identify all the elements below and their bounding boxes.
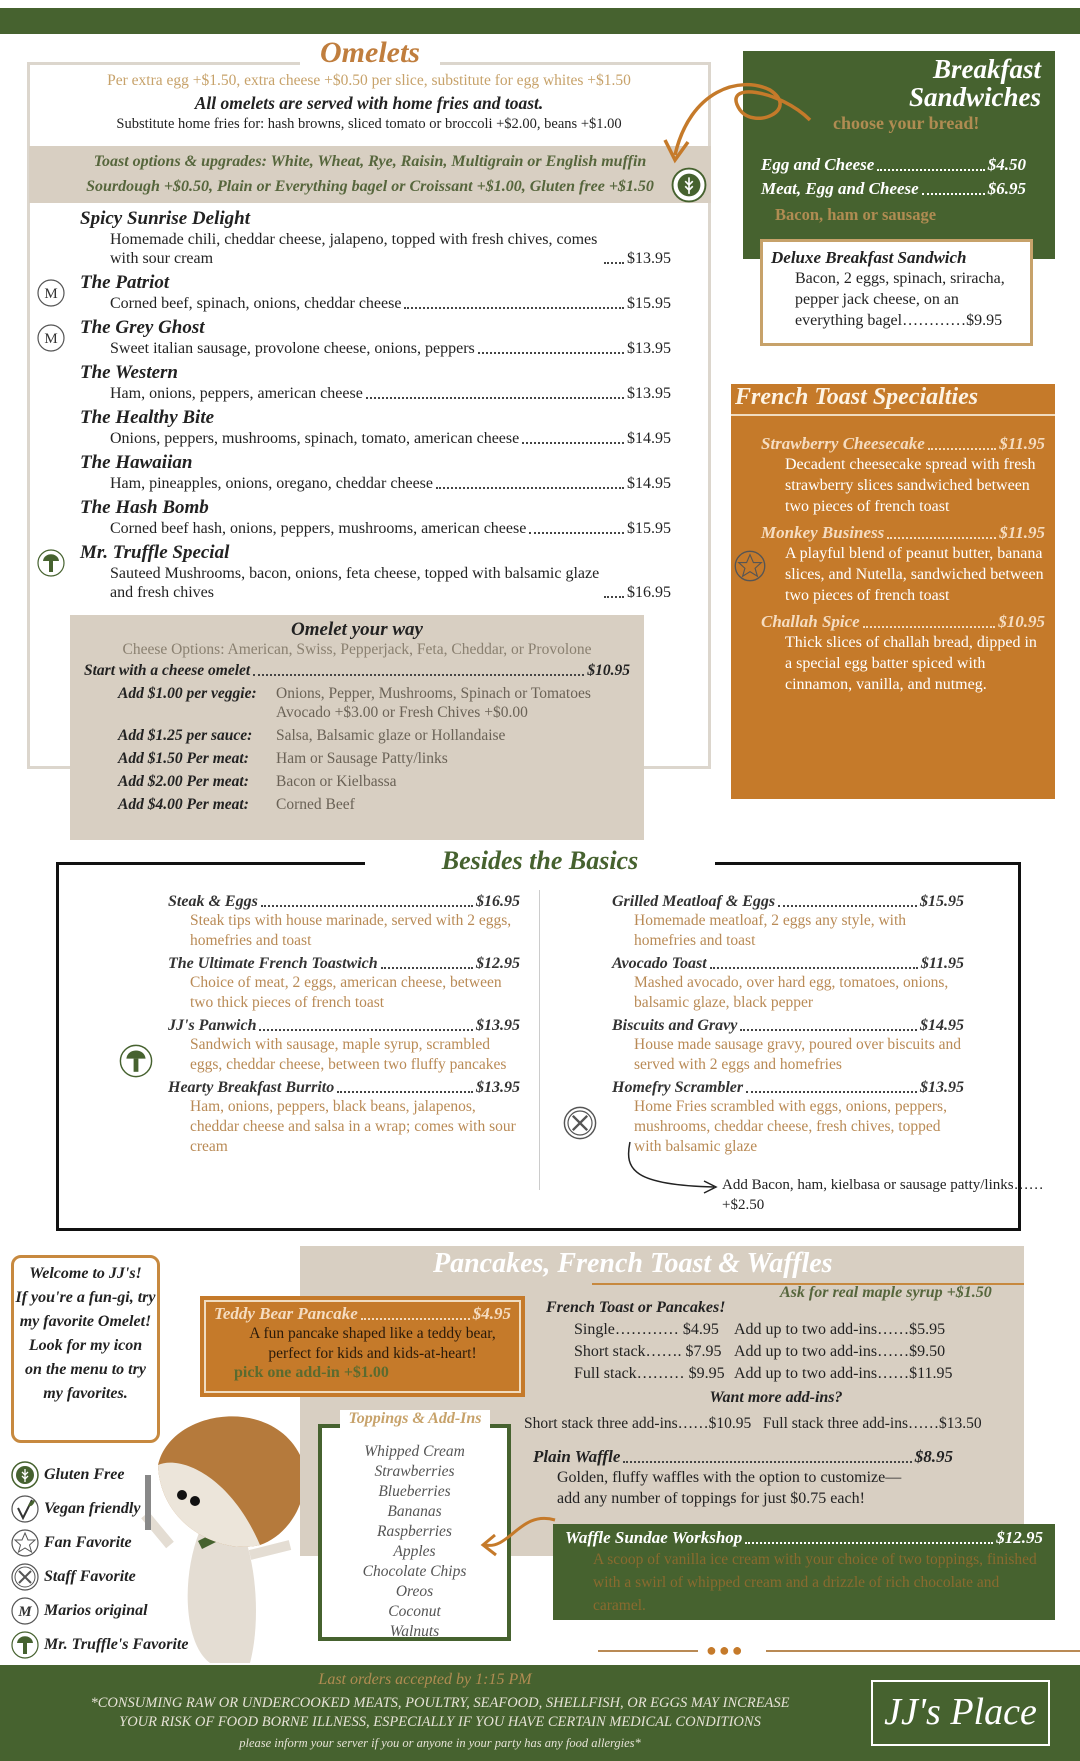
item-name: Challah Spice <box>761 612 860 631</box>
french-toast-section <box>731 384 1055 799</box>
menu-item <box>36 208 671 268</box>
item-name: Hearty Breakfast Burrito <box>168 1079 335 1096</box>
dot-leader <box>478 352 624 354</box>
omelet-list <box>36 208 671 606</box>
item-name-row <box>612 1079 964 1097</box>
item-name-row <box>761 434 1045 454</box>
sandwich-item: Egg and Cheese $4.50 <box>761 155 1026 174</box>
item-price: $13.95 <box>476 1079 520 1096</box>
sundae-desc: A scoop of vanilla ice cream with your choice of two toppings, finished with a swirl of whipped cream and a drizzle of rich chocolate and caramel. <box>593 1551 1037 1614</box>
item-desc-row <box>80 519 671 538</box>
item-price: $16.95 <box>627 584 671 601</box>
menu-item <box>36 497 671 538</box>
dot-leader <box>404 307 624 309</box>
addon-label: Add $4.00 Per meat: <box>118 796 249 813</box>
item-price: $14.95 <box>920 1017 964 1034</box>
size-row: Short stack……. $7.95 Add up to two add-ins……$9.50 <box>574 1343 946 1360</box>
welcome-heading: Welcome to JJ's! <box>29 1265 142 1282</box>
item-price: $13.95 <box>627 250 671 267</box>
addon-row <box>118 772 630 791</box>
item-desc: Ham, onions, peppers, american cheese <box>110 385 363 402</box>
dot-leader <box>746 1091 917 1093</box>
toppings-title: Toppings & Add-Ins <box>340 1410 490 1428</box>
menu-item <box>36 407 671 448</box>
pancakes-title: Pancakes, French Toast & Waffles <box>433 1248 833 1279</box>
menu-item <box>36 272 671 313</box>
addon-row <box>118 749 630 768</box>
welcome-bubble <box>11 1255 160 1443</box>
addon-value: Salsa, Balsamic glaze or Hollandaise <box>276 727 506 744</box>
menu-item <box>612 893 964 951</box>
legend-label: Fan Favorite <box>44 1534 132 1551</box>
item-desc: Ham, onions, peppers, black beans, jalapenos, cheddar cheese and salsa in a wrap; comes with sour cream <box>190 1098 516 1155</box>
item-name: The Western <box>80 362 178 383</box>
addon-label: Add $1.50 Per meat: <box>118 750 249 767</box>
item-name-row <box>612 893 964 911</box>
topping-item: Whipped Cream <box>364 1443 465 1460</box>
item-desc: Sandwich with sausage, maple syrup, scrambled eggs, cheddar cheese, between two fluffy pancakes <box>190 1036 507 1073</box>
item-name: Steak & Eggs <box>168 893 258 910</box>
item-desc: House made sausage gravy, poured over biscuits and served with 2 eggs and homefries <box>634 1036 961 1073</box>
menu-item <box>761 523 1045 606</box>
item-price: $11.95 <box>920 955 964 972</box>
teddy-price: $4.95 <box>472 1304 511 1323</box>
item-name-row <box>612 1017 964 1035</box>
divider <box>539 890 540 1190</box>
topping-item: Blueberries <box>378 1483 451 1500</box>
item-name: The Hash Bomb <box>80 497 209 518</box>
item-desc: Mashed avocado, over hard egg, tomatoes, onions, balsamic glaze, black pepper <box>634 974 949 1011</box>
menu-item <box>36 362 671 403</box>
item-price: $13.95 <box>920 1079 964 1096</box>
item-name: Strawberry Cheesecake <box>761 434 925 453</box>
french-toast-list <box>761 434 1045 701</box>
item-name: Biscuits and Gravy <box>612 1017 738 1034</box>
item-desc: Ham, pineapples, onions, oregano, cheddar cheese <box>110 475 433 492</box>
item-desc: Corned beef hash, onions, peppers, mushrooms, american cheese <box>110 520 527 537</box>
plain-waffle <box>533 1446 953 1509</box>
menu-item <box>761 612 1045 695</box>
fan-favorite-icon <box>10 1528 40 1558</box>
legend-label: Vegan friendly <box>44 1500 141 1517</box>
item-desc-row <box>80 474 671 493</box>
item-desc: Homemade meatloaf, 2 eggs any style, with homefries and toast <box>634 912 907 949</box>
menu-item <box>168 955 520 1013</box>
addon-row <box>118 726 630 745</box>
item-price: $13.95 <box>627 340 671 357</box>
item-desc: Decadent cheesecake spread with fresh strawberry slices sandwiched between two pieces of french toast <box>785 456 1036 515</box>
dot-leader <box>366 397 624 399</box>
dot-leader <box>261 905 473 907</box>
item-name-row <box>612 955 964 973</box>
item-name-row <box>168 1017 520 1035</box>
item-name: Mr. Truffle Special <box>80 542 230 563</box>
divider <box>766 1650 1080 1652</box>
menu-item <box>36 317 671 358</box>
deluxe-sandwich: Deluxe Breakfast Sandwich Bacon, 2 eggs, spinach, sriracha, pepper jack cheese, on an everything bagel…………$9.95 <box>760 239 1033 346</box>
omelet-extras: Per extra egg +$1.50, extra cheese +$0.50 per slice, substitute for egg whites +$1.50 <box>107 72 631 89</box>
addon-value: Ham or Sausage Patty/links <box>276 750 448 767</box>
waffle-name: Plain Waffle <box>533 1447 621 1466</box>
waffle-price: $8.95 <box>914 1447 953 1466</box>
item-price: $14.95 <box>627 475 671 492</box>
legend-label: Gluten Free <box>44 1466 125 1483</box>
item-price: $11.95 <box>999 434 1045 453</box>
teddy-bear-pancake <box>200 1296 525 1397</box>
toast-options-line2: Sourdough +$0.50, Plain or Everything bagel or Croissant +$1.00, Gluten free +$1.50 <box>86 178 654 195</box>
dot-leader <box>381 967 473 969</box>
sundae-name: Waffle Sundae Workshop <box>565 1528 743 1547</box>
item-price: $11.95 <box>999 523 1045 542</box>
start-row <box>84 662 630 680</box>
legend-label: Staff Favorite <box>44 1568 136 1585</box>
item-desc-row <box>80 429 671 448</box>
menu-item <box>612 1017 964 1075</box>
item-desc-row <box>80 294 671 313</box>
dot-leader <box>604 262 624 264</box>
start-label: Start with a cheese omelet <box>84 662 251 679</box>
divider <box>598 1650 698 1652</box>
legend-label: Marios original <box>44 1602 148 1619</box>
item-name-row <box>761 612 1045 632</box>
topping-item: Walnuts <box>389 1623 440 1640</box>
vegan-friendly-icon <box>10 1494 40 1524</box>
welcome-text: If you're a fun-gi, try my favorite Omelet! Look for my icon <box>15 1289 156 1354</box>
item-desc: Choice of meat, 2 eggs, american cheese, between two thick pieces of french toast <box>190 974 502 1011</box>
teddy-name: Teddy Bear Pancake <box>214 1304 358 1323</box>
top-banner <box>0 8 1080 34</box>
omelet-substitute: Substitute home fries for: hash browns, sliced tomato or broccoli +$2.00, beans +$1.00 <box>116 116 622 132</box>
mushroom-mascot <box>140 1405 315 1665</box>
staff-favorite-icon <box>10 1562 40 1592</box>
item-name: The Ultimate French Toastwich <box>168 955 378 972</box>
sandwich-item: Meat, Egg and Cheese $6.95 <box>761 179 1026 198</box>
fan-favorite-icon <box>733 549 767 583</box>
item-price: $15.95 <box>627 520 671 537</box>
choose-bread-note: choose your bread! <box>833 113 980 133</box>
item-desc: Sauteed Mushrooms, bacon, onions, feta cheese, topped with balsamic glaze and fresh chives <box>110 565 600 601</box>
dot-leader <box>259 1029 473 1031</box>
mr-truffle-icon <box>10 1630 40 1660</box>
deluxe-name: Deluxe Breakfast Sandwich <box>771 248 967 267</box>
addon-row <box>118 684 630 722</box>
svg-text:M: M <box>44 331 58 347</box>
item-name: Grilled Meatloaf & Eggs <box>612 893 776 910</box>
menu-item <box>36 542 671 602</box>
french-toast-title: French Toast Specialties <box>731 384 1055 416</box>
menu-item <box>168 893 520 951</box>
menu-item <box>168 1079 520 1157</box>
item-desc-row <box>80 230 671 268</box>
add-meat-note: Add Bacon, ham, kielbasa or sausage patty/links…… +$2.50 <box>722 1177 1044 1213</box>
addon-value: Onions, Pepper, Mushrooms, Spinach or Tomatoes <box>276 685 591 702</box>
waffle-desc: Golden, fluffy waffles with the option to customize— add any number of toppings for just $0.75 each! <box>557 1469 902 1507</box>
item-name-row <box>168 955 520 973</box>
item-name-row <box>168 1079 520 1097</box>
dot-leader <box>710 967 918 969</box>
item-price: $10.95 <box>998 612 1045 631</box>
item-name: Homefry Scrambler <box>612 1079 744 1096</box>
food-warning: *CONSUMING RAW OR UNDERCOOKED MEATS, POULTRY, SEAFOOD, SHELLFISH, OR EGGS MAY INCREASE <box>90 1695 790 1711</box>
menu-item <box>612 955 964 1013</box>
teddy-addin: pick one add-in +$1.00 <box>234 1364 389 1381</box>
item-desc: Sweet italian sausage, provolone cheese, onions, peppers <box>110 340 475 357</box>
more-addins-line: Short stack three add-ins……$10.95 Full stack three add-ins……$13.50 <box>524 1415 982 1432</box>
item-desc-row <box>80 339 671 358</box>
omelet-your-way <box>70 615 644 840</box>
size-row: Full stack……… $9.95 Add up to two add-ins……$11.95 <box>574 1365 953 1382</box>
item-desc: Steak tips with house marinade, served with 2 eggs, homefries and toast <box>190 912 512 949</box>
marios-original-icon <box>36 323 66 353</box>
item-price: $13.95 <box>627 385 671 402</box>
waffle-sundae <box>553 1524 1055 1620</box>
item-desc: Corned beef, spinach, onions, cheddar cheese <box>110 295 402 312</box>
omelet-your-way-title: Omelet your way <box>291 619 423 640</box>
item-price: $13.95 <box>476 1017 520 1034</box>
dot-leader <box>337 1091 473 1093</box>
addon-label: Add $1.00 per veggie: <box>118 685 257 702</box>
item-price: $15.95 <box>627 295 671 312</box>
dot-leader <box>928 448 996 450</box>
arrow-decoration <box>480 1510 560 1580</box>
topping-item: Raspberries <box>377 1523 452 1540</box>
addon-value: Bacon or Kielbassa <box>276 773 397 790</box>
dot-leader <box>863 626 996 628</box>
deluxe-desc: Bacon, 2 eggs, spinach, sriracha, pepper jack cheese, on an everything bagel <box>795 270 1005 329</box>
addon-label: Add $1.25 per sauce: <box>118 727 253 744</box>
staff-favorite-icon <box>562 1105 598 1141</box>
mr-truffle-icon <box>118 1043 154 1079</box>
legend-label: Mr. Truffle's Favorite <box>44 1636 189 1653</box>
size-row: Single………… $4.95 Add up to two add-ins……$5.95 <box>574 1321 946 1338</box>
item-name: Monkey Business <box>761 523 885 542</box>
item-name: The Hawaiian <box>80 452 193 473</box>
welcome-text-end: on the menu to try my favorites. <box>25 1361 146 1402</box>
start-price: $10.95 <box>587 662 630 679</box>
item-desc: Onions, peppers, mushrooms, spinach, tomato, american cheese <box>110 430 520 447</box>
dot-leader <box>529 532 624 534</box>
basics-left-list <box>168 893 520 1161</box>
item-desc: Homemade chili, cheddar cheese, jalapeno, topped with fresh chives, comes with sour cream <box>110 231 598 267</box>
allergy-note: please inform your server if you or anyone in your party has any food allergies* <box>239 1736 641 1750</box>
gluten-free-icon <box>670 166 708 204</box>
topping-item: Strawberries <box>374 1463 455 1480</box>
gluten-free-icon <box>10 1460 40 1490</box>
cheese-options: Cheese Options: American, Swiss, Pepperjack, Feta, Cheddar, or Provolone <box>122 641 592 658</box>
item-desc: A playful blend of peanut butter, banana slices, and Nutella, sandwiched between two pieces of french toast <box>785 545 1044 604</box>
dot-leader <box>887 537 996 539</box>
item-desc: Home Fries scrambled with eggs, onions, peppers, mushrooms, cheddar cheese, fresh chives, topped with balsamic glaze <box>634 1098 947 1155</box>
item-price: $12.95 <box>476 955 520 972</box>
mr-truffle-icon <box>36 548 66 578</box>
marios-original-icon <box>10 1596 40 1626</box>
toast-options-line1: Toast options & upgrades: White, Wheat, Rye, Raisin, Multigrain or English muffin <box>93 153 647 170</box>
item-name: The Grey Ghost <box>80 317 205 338</box>
topping-item: Apples <box>393 1543 436 1560</box>
svg-text:M: M <box>44 286 58 302</box>
addon-value: Corned Beef <box>276 796 355 813</box>
item-name: The Healthy Bite <box>80 407 215 428</box>
jjs-place-logo: JJ's Place <box>871 1680 1050 1746</box>
item-price: $16.95 <box>476 893 520 910</box>
menu-item <box>168 1017 520 1075</box>
item-desc: Thick slices of challah bread, dipped in a special egg batter spiced with cinnamon, vanilla, and nutmeg. <box>785 634 1037 693</box>
topping-item: Coconut <box>388 1603 441 1620</box>
ftp-title: French Toast or Pancakes! <box>546 1299 726 1316</box>
addon-row <box>118 795 630 814</box>
dot-leader <box>740 1029 917 1031</box>
last-orders-note: Last orders accepted by 1:15 PM <box>318 1671 532 1688</box>
arrow-decoration <box>624 1140 724 1200</box>
sundae-price: $12.95 <box>996 1528 1043 1547</box>
item-desc-row <box>80 384 671 403</box>
svg-text:M: M <box>18 1604 32 1620</box>
teddy-desc: A fun pancake shaped like a teddy bear, perfect for kids and kids-at-heart! <box>249 1325 496 1362</box>
breakfast-sandwiches-title: Breakfast Sandwiches <box>908 54 1041 112</box>
toast-options <box>29 146 711 203</box>
addon-extra: Avocado +$3.00 or Fresh Chives +$0.00 <box>276 704 528 721</box>
menu-item <box>761 434 1045 517</box>
addon-label: Add $2.00 Per meat: <box>118 773 249 790</box>
item-name: Avocado Toast <box>612 955 707 972</box>
food-warning-cont: YOUR RISK OF FOOD BORNE ILLNESS, ESPECIALLY IF YOU HAVE CERTAIN MEDICAL CONDITIONS <box>119 1714 761 1730</box>
french-toast-pancakes <box>546 1297 1006 1409</box>
item-name-row <box>761 523 1045 543</box>
topping-item: Chocolate Chips <box>362 1563 467 1580</box>
omelet-served-note: All omelets are served with home fries and toast. <box>194 93 544 113</box>
more-addins-title: Want more add-ins? <box>709 1389 843 1406</box>
dot-leader <box>778 905 917 907</box>
dot-leader <box>522 442 624 444</box>
dots-ornament: ●●● <box>706 1640 745 1660</box>
deluxe-price: $9.95 <box>966 312 1003 329</box>
item-name: Spicy Sunrise Delight <box>80 208 250 229</box>
meat-note: Bacon, ham or sausage <box>775 205 937 224</box>
dot-leader <box>604 596 624 598</box>
dot-leader <box>436 487 624 489</box>
item-name: The Patriot <box>80 272 170 293</box>
item-price: $14.95 <box>627 430 671 447</box>
basics-right-list <box>612 893 964 1161</box>
topping-item: Bananas <box>387 1503 442 1520</box>
item-name-row <box>168 893 520 911</box>
maple-syrup-note: Ask for real maple syrup +$1.50 <box>780 1284 992 1301</box>
item-desc-row <box>80 564 671 602</box>
item-name: JJ's Panwich <box>168 1017 257 1034</box>
item-price: $15.95 <box>920 893 964 910</box>
topping-item: Oreos <box>395 1583 434 1600</box>
arrow-decoration <box>660 70 820 170</box>
menu-item <box>36 452 671 493</box>
besides-basics-title: Besides the Basics <box>365 846 715 876</box>
marios-original-icon <box>36 278 66 308</box>
omelets-title: Omelets <box>300 36 440 70</box>
